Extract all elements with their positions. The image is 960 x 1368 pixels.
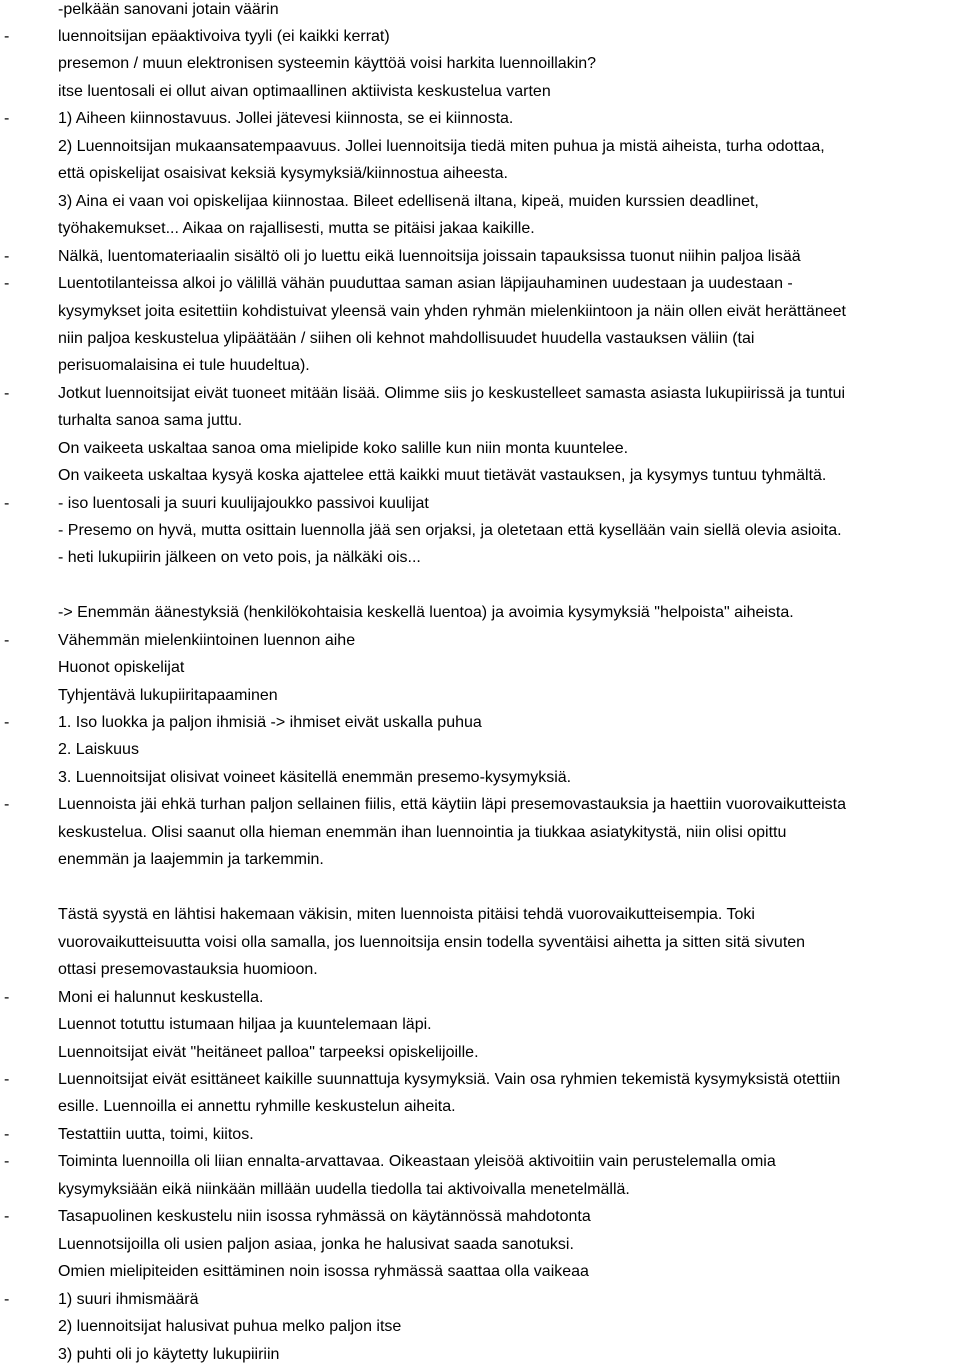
text-line: Luennotsijoilla oli usien paljon asiaa, jonka he halusivat saada sanotuksi. — [58, 1236, 574, 1253]
text-line: kysymyksiään eikä niinkään millään uudella tiedolla tai aktivoivalla menetelmällä. — [58, 1181, 630, 1198]
text-line: 3) puhti oli jo käytetty lukupiiriin — [58, 1346, 280, 1363]
text-line: 1) Aiheen kiinnostavuus. Jollei jätevesi kiinnosta, se ei kiinnosta. — [58, 110, 514, 127]
text-line: -pelkään sanovani jotain väärin — [58, 1, 279, 18]
text-line: Omien mielipiteiden esittäminen noin isossa ryhmässä saattaa olla vaikeaa — [58, 1263, 589, 1280]
text-line: Moni ei halunnut keskustella. — [58, 989, 264, 1006]
bullet-dash: - — [4, 1291, 10, 1308]
text-line: Luennoitsijat eivät esittäneet kaikille suunnattuja kysymyksiä. Vain osa ryhmien tekemistä kysymyksistä otettiin — [58, 1071, 841, 1088]
text-line: Luennot totuttu istumaan hiljaa ja kuuntelemaan läpi. — [58, 1016, 432, 1033]
bullet-dash: - — [4, 796, 10, 813]
text-line: Luentotilanteissa alkoi jo välillä vähän puuduttaa saman asian läpijauhaminen uudestaan ja uudestaan - — [58, 275, 793, 292]
text-line: itse luentosali ei ollut aivan optimaallinen aktiivista keskustelua varten — [58, 83, 551, 100]
text-line: vuorovaikutteisuutta voisi olla samalla, jos luennoitsija ensin todella syventäisi aihetta ja sitten sitä sivuten — [58, 934, 806, 951]
text-line: että opiskelijat osaisivat keksiä kysymyksiä/kiinnostua aiheesta. — [58, 165, 508, 182]
text-line: Vähemmän mielenkiintoinen luennon aihe — [58, 632, 356, 649]
bullet-dash: - — [4, 495, 10, 512]
text-line: 2) luennoitsijat halusivat puhua melko paljon itse — [58, 1318, 402, 1335]
text-line: työhakemukset... Aikaa on rajallisesti, mutta se pitäisi jakaa kaikille. — [58, 220, 535, 237]
text-line: turhalta sanoa sama juttu. — [58, 412, 243, 429]
text-line: Toiminta luennoilla oli liian ennalta-arvattavaa. Oikeastaan yleisöä aktivoitiin vain perustelemalla omia — [58, 1153, 776, 1170]
bullet-dash: - — [4, 275, 10, 292]
text-line: Luennoista jäi ehkä turhan paljon sellainen fiilis, että käytiin läpi presemovastauksia ja haettiin vuorovaikutteista — [58, 796, 847, 813]
text-line: ottasi presemovastauksia huomioon. — [58, 961, 318, 978]
text-line: luennoitsijan epäaktivoiva tyyli (ei kaikki kerrat) — [58, 28, 390, 45]
text-line: On vaikeeta uskaltaa sanoa oma mielipide koko salille kun niin monta kuuntelee. — [58, 440, 629, 457]
text-line: Tästä syystä en lähtisi hakemaan väkisin, miten luennoista pitäisi tehdä vuorovaikutteisempia. Toki — [58, 906, 755, 923]
bullet-dash: - — [4, 385, 10, 402]
bullet-dash: - — [4, 1071, 10, 1088]
text-line: perisuomalaisina ei tule huudeltua). — [58, 357, 310, 374]
text-line: 3) Aina ei vaan voi opiskelijaa kiinnostaa. Bileet edellisenä iltana, kipeä, muiden kurssien deadlinet, — [58, 193, 759, 210]
text-line: -> Enemmän äänestyksiä (henkilökohtaisia keskellä luentoa) ja avoimia kysymyksiä "helpoista" aiheista. — [58, 604, 794, 621]
text-line: enemmän ja laajemmin ja tarkemmin. — [58, 851, 324, 868]
text-line: - Presemo on hyvä, mutta osittain luennolla jää sen orjaksi, ja oletetaan että kysellään vain siellä olevia asioita. — [58, 522, 842, 539]
text-line: 2) Luennoitsijan mukaansatempaavuus. Jollei luennoitsija tiedä miten puhua ja mistä aiheista, turha odottaa, — [58, 138, 825, 155]
text-line: On vaikeeta uskaltaa kysyä koska ajattelee että kaikki muut tietävät vastauksen, ja kysymys tuntuu tyhmältä. — [58, 467, 827, 484]
bullet-dash: - — [4, 632, 10, 649]
bullet-dash: - — [4, 248, 10, 265]
text-line: 3. Luennoitsijat olisivat voineet käsitellä enemmän presemo-kysymyksiä. — [58, 769, 572, 786]
text-line: Testattiin uutta, toimi, kiitos. — [58, 1126, 254, 1143]
text-line: Jotkut luennoitsijat eivät tuoneet mitään lisää. Olimme siis jo keskustelleet samasta asiasta lukupiirissä ja tuntui — [58, 385, 846, 402]
text-line: presemon / muun elektronisen systeemin käyttöä voisi harkita luennoillakin? — [58, 55, 597, 72]
bullet-dash: - — [4, 1208, 10, 1225]
text-line: Nälkä, luentomateriaalin sisältö oli jo luettu eikä luennoitsija joissain tapauksissa tuonut niihin paljoa lisää — [58, 248, 801, 265]
text-line: kysymykset joita esitettiin kohdistuivat yleensä vain yhden ryhmän mielenkiintoon ja näin ollen eivät herättäneet — [58, 303, 846, 320]
text-line: Luennoitsijat eivät "heitäneet palloa" tarpeeksi opiskelijoille. — [58, 1044, 479, 1061]
text-line: Tyhjentävä lukupiiritapaaminen — [58, 687, 278, 704]
text-line: niin paljoa keskustelua ylipäätään / siihen oli kehnot mahdollisuudet huudella vastauksen väliin (tai — [58, 330, 755, 347]
text-line: 1. Iso luokka ja paljon ihmisiä -> ihmiset eivät uskalla puhua — [58, 714, 482, 731]
bullet-dash: - — [4, 714, 10, 731]
text-line: - iso luentosali ja suuri kuulijajoukko passivoi kuulijat — [58, 495, 429, 512]
text-line: Tasapuolinen keskustelu niin isossa ryhmässä on käytännössä mahdotonta — [58, 1208, 591, 1225]
bullet-dash: - — [4, 1126, 10, 1143]
text-line: keskustelua. Olisi saanut olla hieman enemmän ihan luennointia ja tiukkaa asiatykitystä, niin olisi opittu — [58, 824, 787, 841]
text-line: 1) suuri ihmismäärä — [58, 1291, 199, 1308]
bullet-dash: - — [4, 28, 10, 45]
bullet-dash: - — [4, 110, 10, 127]
text-line: 2. Laiskuus — [58, 741, 139, 758]
bullet-dash: - — [4, 989, 10, 1006]
text-line: Huonot opiskelijat — [58, 659, 185, 676]
text-line: - heti lukupiirin jälkeen on veto pois, ja nälkäki ois... — [58, 549, 421, 566]
text-line: esille. Luennoilla ei annettu ryhmille keskustelun aiheita. — [58, 1098, 456, 1115]
bullet-dash: - — [4, 1153, 10, 1170]
